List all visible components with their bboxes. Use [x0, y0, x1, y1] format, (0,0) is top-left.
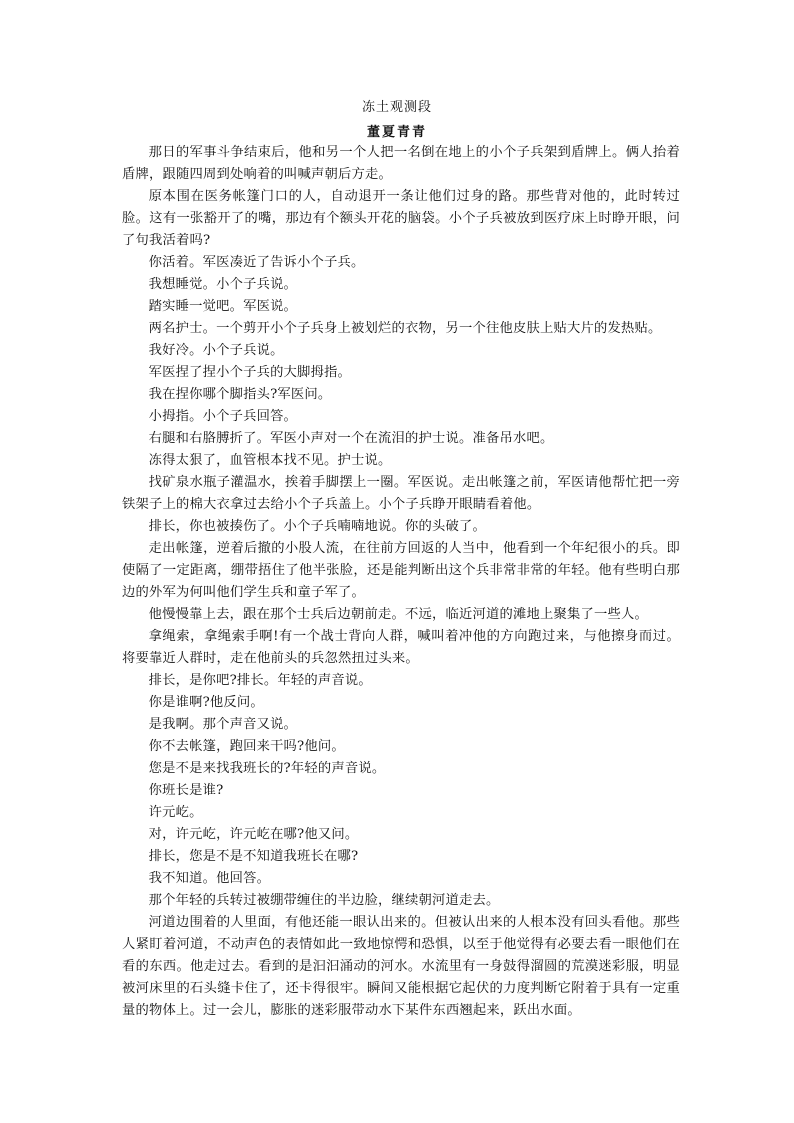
paragraph: 原本围在医务帐篷门口的人，自动退开一条让他们过身的路。那些背对他的，此时转过脸。这有一张豁开了的嘴，那边有个额头开花的脑袋。小个子兵被放到医疗床上时睁开眼，问了句我活着吗? [122, 189, 680, 248]
paragraph: 冻得太狠了，血管根本找不见。护士说。 [148, 453, 392, 468]
paragraph: 你是谁啊?他反问。 [148, 695, 264, 710]
paragraph: 走出帐篷，逆着后撤的小股人流，在往前方回返的人当中，他看到一个年纪很小的兵。即使隔了一定距离，绷带捂住了他半张脸，还是能判断出这个兵非常非常的年轻。他有些明白那边的外军为何叫他们学生兵和童子军了。 [122, 541, 680, 600]
paragraph: 我好冷。小个子兵说。 [148, 343, 284, 358]
paragraph: 排长，是你吧?排长。年轻的声音说。 [148, 673, 372, 688]
paragraph: 你活着。军医凑近了告诉小个子兵。 [148, 255, 365, 270]
paragraph: 拿绳索，拿绳索手啊!有一个战士背向人群，喊叫着冲他的方向跑过来，与他擦身而过。将要靠近人群时，走在他前头的兵忽然扭过头来。 [122, 629, 680, 666]
paragraph: 你不去帐篷，跑回来干吗?他问。 [148, 739, 345, 754]
paragraph: 两名护士。一个剪开小个子兵身上被划烂的衣物，另一个往他皮肤上贴大片的发热贴。 [148, 321, 662, 336]
paragraph: 踏实睡一觉吧。军医说。 [148, 299, 298, 314]
paragraph: 右腿和右胳膊折了。军医小声对一个在流泪的护士说。准备吊水吧。 [148, 431, 554, 446]
paragraph: 他慢慢靠上去，跟在那个士兵后边朝前走。不远，临近河道的滩地上聚集了一些人。 [148, 607, 648, 622]
paragraph: 我不知道。他回答。 [148, 871, 271, 886]
paragraph: 找矿泉水瓶子灌温水，挨着手脚摆上一圈。军医说。走出帐篷之前，军医请他帮忙把一旁铁架子上的棉大衣拿过去给小个子兵盖上。小个子兵睁开眼睛看着他。 [122, 475, 680, 512]
paragraph: 我想睡觉。小个子兵说。 [148, 277, 298, 292]
paragraph: 排长，您是不是不知道我班长在哪? [148, 849, 359, 864]
paragraph: 排长，你也被揍伤了。小个子兵喃喃地说。你的头破了。 [148, 519, 487, 534]
paragraph: 那个年轻的兵转过被绷带缠住的半边脸，继续朝河道走去。 [148, 893, 500, 908]
paragraph: 河道边围着的人里面，有他还能一眼认出来的。但被认出来的人根本没有回头看他。那些人紧盯着河道，不动声色的表情如此一致地惊愕和恐惧，以至于他觉得有必要去看一眼他们在看的东西。他走过去。看到的是汩汩涌动的河水。水流里有一身鼓得溜圆的荒漠迷彩服，明显被河床里的石头缝卡住了，还卡得很牢。瞬间又能根据它起伏的力度判断它附着于具有一定重量的物体上。过一会儿，膨胀的迷彩服带动水下某件东西翘起来，跃出水面。 [122, 915, 680, 1018]
document-title: 冻土观测段 [361, 100, 432, 115]
document-author: 董夏青青 [366, 125, 427, 140]
paragraph: 我在捏你哪个脚指头?军医问。 [148, 387, 332, 402]
document-body [122, 142, 680, 1022]
paragraph: 对，许元屹，许元屹在哪?他又问。 [148, 827, 359, 842]
paragraph: 那日的军事斗争结束后，他和另一个人把一名倒在地上的小个子兵架到盾牌上。俩人抬着盾牌，跟随四周到处响着的叫喊声朝后方走。 [122, 145, 680, 182]
paragraph: 您是不是来找我班长的?年轻的声音说。 [148, 761, 386, 776]
paragraph: 许元屹。 [148, 805, 203, 820]
paragraph: 小拇指。小个子兵回答。 [148, 409, 298, 424]
paragraph: 你班长是谁? [148, 783, 224, 798]
paragraph: 是我啊。那个声音又说。 [148, 717, 298, 732]
paragraph: 军医捏了捏小个子兵的大脚拇指。 [148, 365, 352, 380]
